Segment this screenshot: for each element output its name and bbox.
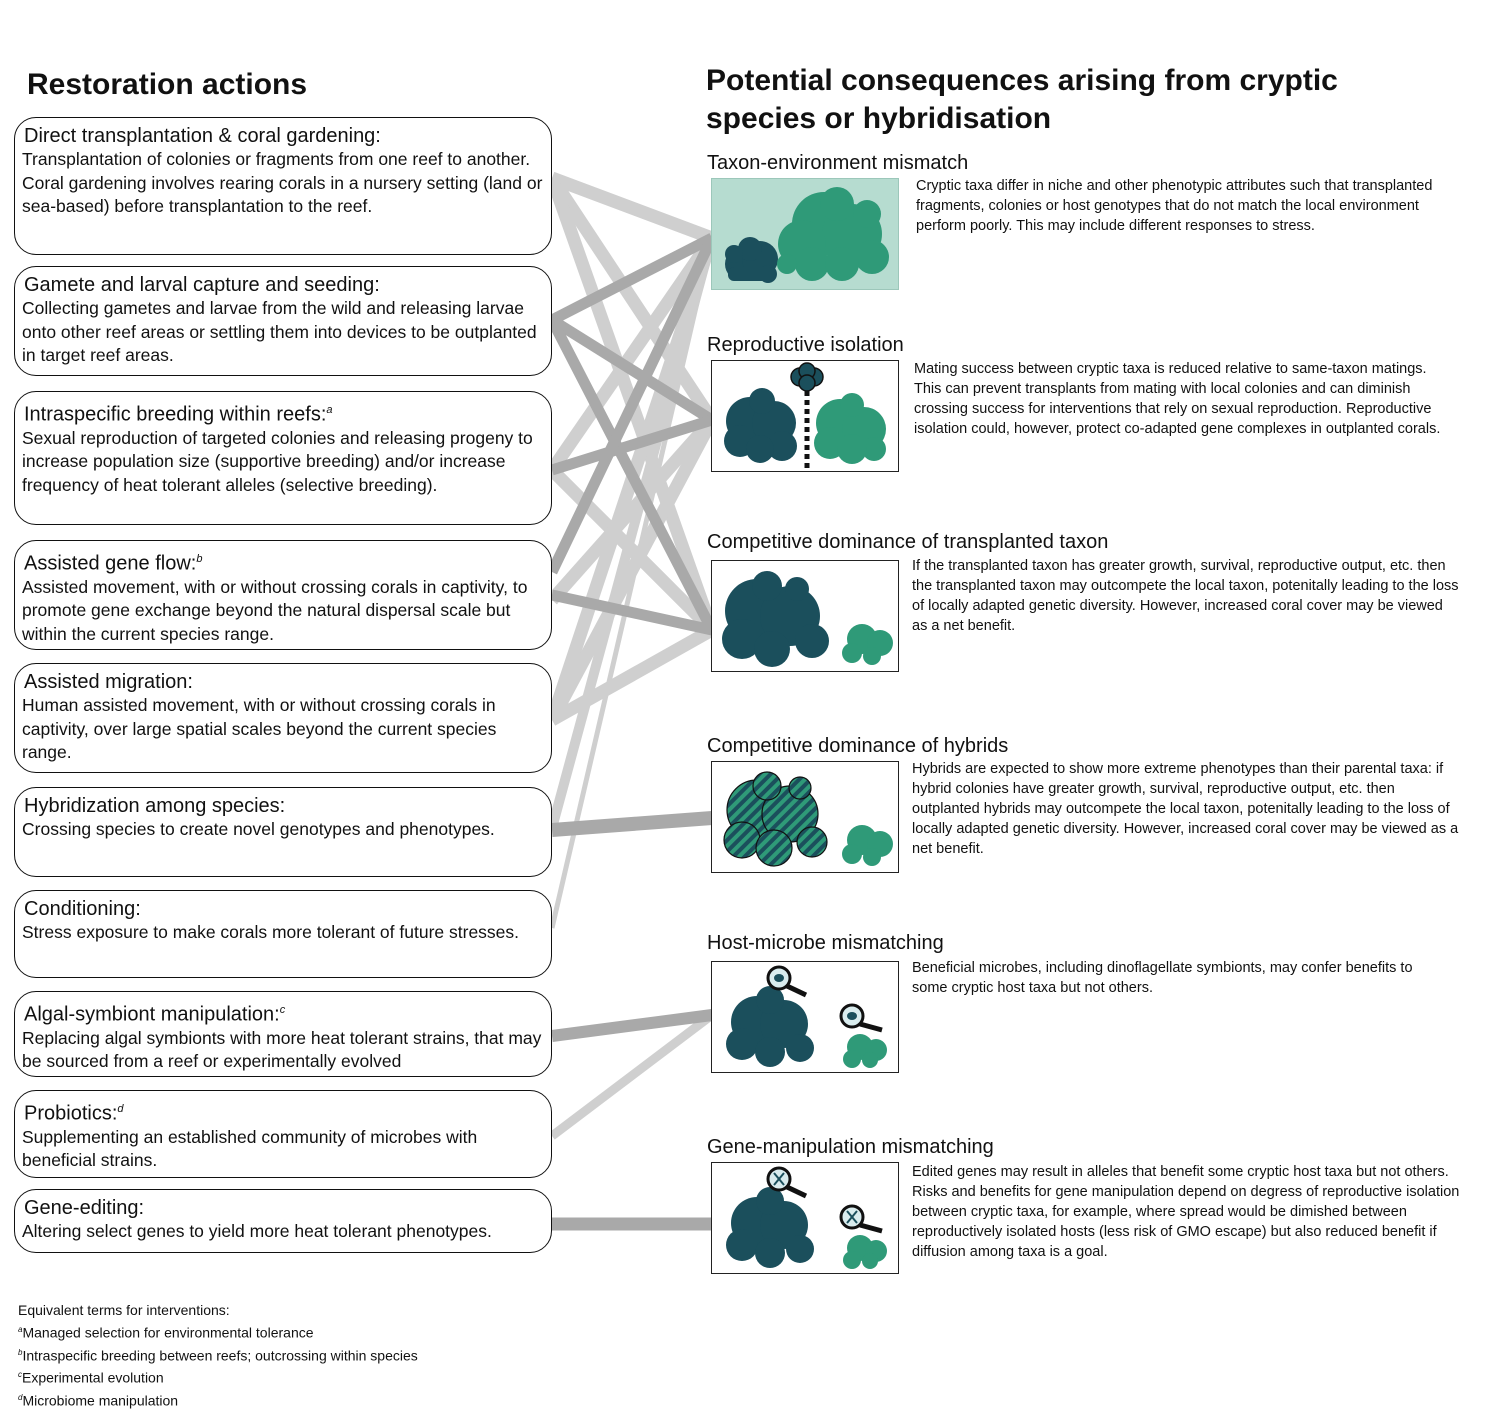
action-card-intraspecific-breeding [14,391,552,525]
consequence-desc-taxon-environment: Cryptic taxa differ in niche and other phenotypic attributes such that transplanted fragments, colonies or host genotypes that do not match the local environment perform poorly. This may include different responses to stress. [916,178,1433,234]
illustration-gene-manipulation [711,1162,899,1274]
reproductive-barrier-icon [712,361,898,471]
action-title: Conditioning: [24,898,141,920]
gene-mismatch-icon [712,1163,898,1273]
footnote-marker: d [117,1103,124,1115]
consequence-desc-reproductive-isolation: Mating success between cryptic taxa is reduced relative to same-taxon matings. This can prevent transplants from mating with local colonies and can diminish crossing success for interventions that rely on sexual reproduction. Reproductive isolation could, however, protect co-adapted gene complexes in outplanted corals. [914,361,1441,437]
action-title: Intraspecific breeding within reefs:$^a$ [24,403,333,426]
action-card-assisted-migration [14,663,552,773]
illustration-reproductive-isolation [711,360,899,472]
consequence-title-host-microbe: Host-microbe mismatching [707,932,944,954]
footnote-marker: c [279,1004,286,1016]
footnote-item: $^a$Managed selection for environmental tolerance [18,1324,314,1341]
footnote-item: $^d$Microbiome manipulation [18,1392,179,1409]
coral-pair-icon [712,179,898,289]
link-breeding-env [552,238,712,470]
illustration-taxon-environment [711,178,899,290]
action-title: Probiotics:$^d$ [24,1102,124,1125]
action-card-conditioning [14,890,552,978]
action-body: Assisted movement, with or without crossing corals in captivity, to promote gene exchange beyond the natural dispersal scale but within the current species range. [22,576,528,644]
consequences-heading-line2: species or hybridisation [706,102,1052,135]
consequence-desc-gene-manipulation: Edited genes may result in alleles that benefit some cryptic host taxa but not others. Risks and benefits for gene manipulation depend on degress of reproductive isolation between cryptic taxa, for example, where spread would be dimished between reproductively isolated hosts (less risk of GMO escape) but also reduced benefit if diffusion among taxa is a goal. [912,1164,1460,1260]
consequences-heading-line1: Potential consequences arising from cryptic [706,64,1338,97]
action-card-assisted-gene-flow [14,540,552,650]
coral-dark-icon [722,571,829,667]
consequence-desc-competitive-hybrids: Hybrids are expected to show more extreme phenotypes than their parental taxa: if hybrid colonies have greater growth, survival, reproductive output, etc. then outplanted hybrids may outcompete the local taxon, potenitally leading to the loss of locally adapted genetic diversity. However, increased coral cover may be viewed as a net benefit. [912,761,1459,857]
action-body: Supplementing an established community of microbes with beneficial strains. [22,1126,478,1171]
action-body: Stress exposure to make corals more tolerant of future stresses. [22,922,520,942]
consequences-heading [706,62,1466,138]
footnote-marker: b [196,553,203,565]
coral-green-icon [842,825,893,866]
coral-dark-icon [726,1187,814,1268]
coral-green-icon [777,187,889,281]
action-body: Replacing algal symbionts with more heat tolerant strains, that may be sourced from a reef or experimentally evolved [22,1027,542,1072]
coral-green-icon [814,393,886,464]
action-body: Human assisted movement, with or without crossing corals in captivity, over large spatial scales beyond the current species range. [22,695,497,762]
action-card-gene-editing [14,1189,552,1253]
footnote-item: $^c$Experimental evolution [18,1369,164,1386]
microbe-mismatch-icon [712,962,898,1072]
coral-green-icon [843,1235,887,1269]
footnote-marker: a [326,404,333,416]
consequence-title-competitive-hybrids: Competitive dominance of hybrids [707,735,1009,757]
action-card-transplantation [14,117,552,255]
action-body: Collecting gametes and larvae from the wild and releasing larvae onto other reef areas or settling them into devices to be outplanted in target reef areas. [22,298,537,365]
consequence-title-reproductive-isolation: Reproductive isolation [707,334,904,356]
hybrid-competition-icon [712,762,898,872]
action-card-algal-symbiont [14,991,552,1077]
action-body: Transplantation of colonies or fragments from one reef to another. Coral gardening involves rearing corals in a nursery setting (land or sea-based) before transplantation to the reef. [22,149,543,216]
consequence-title-taxon-environment: Taxon-environment mismatch [707,152,969,174]
restoration-actions-heading: Restoration actions [27,68,308,101]
coral-green-icon [842,624,893,665]
action-body: Sexual reproduction of targeted colonies and releasing progeny to increase population size (supportive breeding) and/or increase frequency of heat tolerant alleles (selective breeding). [22,427,533,495]
illustration-host-microbe [711,961,899,1073]
coral-competition-icon [712,561,898,671]
illustration-competitive-transplanted [711,560,899,672]
consequence-title-competitive-transplanted: Competitive dominance of transplanted taxon [707,531,1109,553]
action-body: Altering select genes to yield more heat tolerant phenotypes. [22,1221,492,1241]
consequence-title-gene-manipulation: Gene-manipulation mismatching [707,1136,994,1158]
action-title: Algal-symbiont manipulation:$^c$ [24,1003,286,1026]
action-title: Gamete and larval capture and seeding: [24,274,380,296]
action-card-gamete-capture [14,266,552,376]
action-title: Assisted migration: [24,671,193,693]
coral-dark-icon [724,388,797,463]
coral-hybrid-icon [724,772,827,866]
footnote-heading: Equivalent terms for interventions: [18,1302,230,1318]
hybrid-coral-top-icon [791,363,823,391]
action-card-hybridization [14,787,552,877]
illustration-competitive-hybrids [711,761,899,873]
footnotes [18,1300,418,1411]
action-title: Hybridization among species: [24,795,286,817]
footnote-item: $^b$Intraspecific breeding between reefs; outcrossing within species [18,1347,418,1364]
coral-green-icon [843,1034,887,1068]
consequence-desc-host-microbe: Beneficial microbes, including dinoflagellate symbionts, may confer benefits to some cryptic host taxa but not others. [912,960,1413,996]
consequence-desc-competitive-transplanted: If the transplanted taxon has greater growth, survival, reproductive output, etc. then the transplanted taxon may outcompete the local taxon, potenitally leading to the loss of locally adapted genetic diversity. However, increased coral cover may be viewed as a net benefit. [912,558,1459,634]
action-title: Direct transplantation & coral gardening: [24,125,381,147]
coral-dark-icon [726,986,814,1067]
action-title: Assisted gene flow:$^b$ [24,552,203,575]
action-title: Gene-editing: [24,1197,145,1219]
action-card-probiotics [14,1090,552,1178]
coral-dark-icon [725,237,778,283]
action-body: Crossing species to create novel genotypes and phenotypes. [22,819,495,839]
